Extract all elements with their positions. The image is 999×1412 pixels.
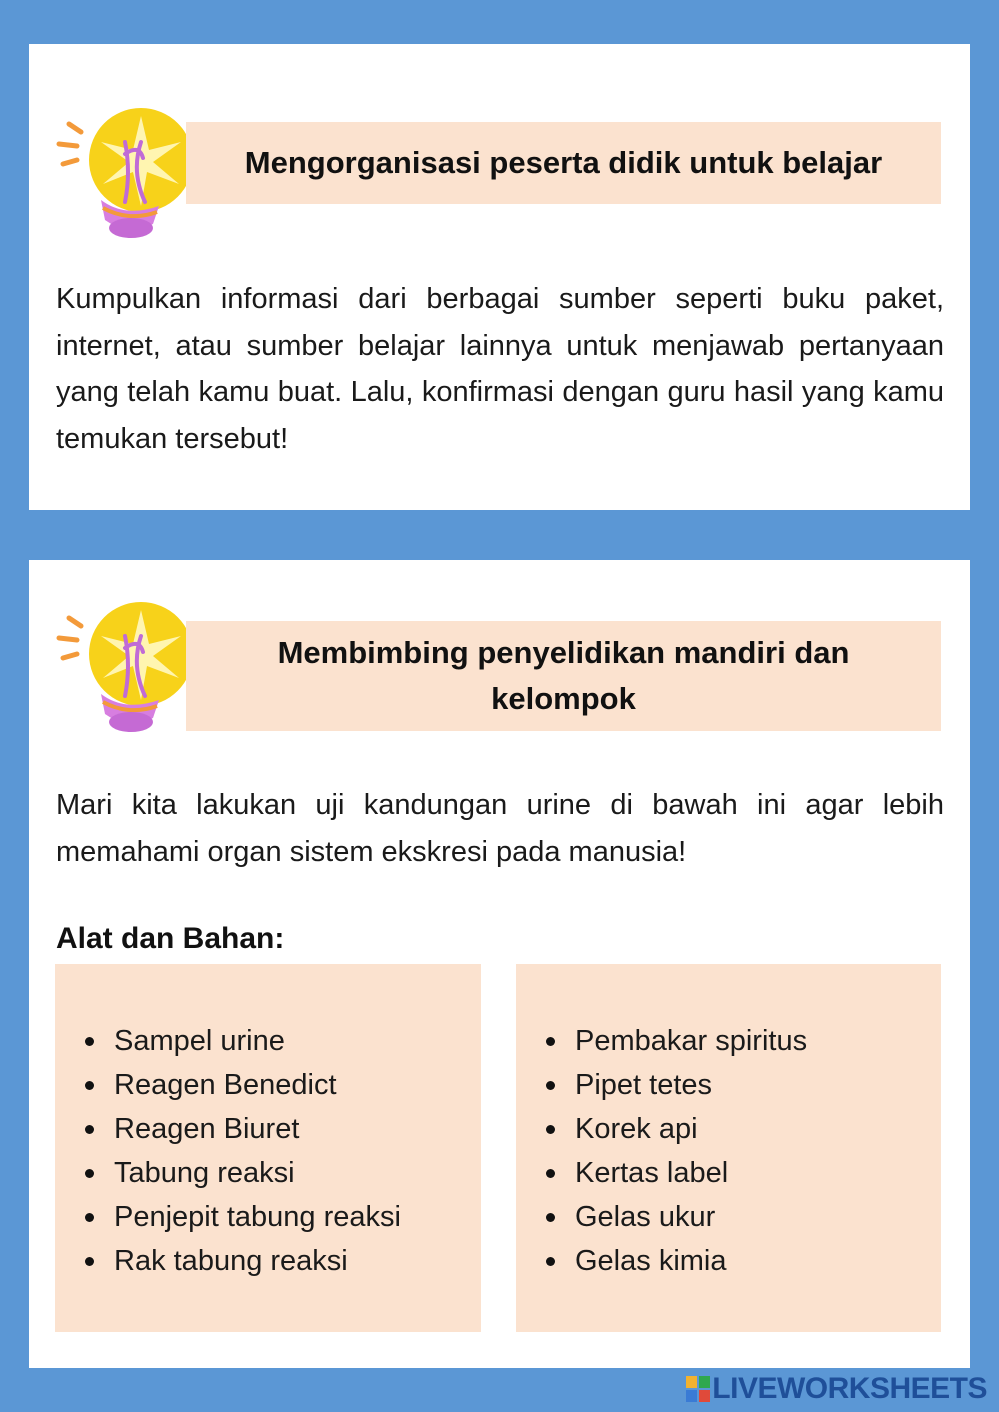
materials-list-right	[516, 964, 941, 1332]
section-paragraph: Kumpulkan informasi dari berbagai sumber seperti buku paket, internet, atau sumber belajar lainnya untuk menjawab pertanyaan yang telah kamu buat. Lalu, konfirmasi dengan guru hasil yang kamu temukan tersebut!	[56, 283, 944, 455]
bullet-icon	[546, 1037, 555, 1046]
bullet-icon	[546, 1257, 555, 1266]
section-title: Mengorganisasi peserta didik untuk belajar	[244, 145, 883, 180]
brand-name: LIVEWORKSHEETS	[712, 1372, 987, 1405]
section-heading-box	[186, 122, 941, 204]
bullet-icon	[546, 1169, 555, 1178]
list-item: Reagen Benedict	[85, 1063, 401, 1107]
list-item: Kertas label	[546, 1151, 807, 1195]
materials-label: Alat dan Bahan:	[56, 922, 285, 955]
list-item: Rak tabung reaksi	[85, 1239, 401, 1283]
list-item: Gelas kimia	[546, 1239, 807, 1283]
lightbulb-icon	[53, 596, 193, 736]
section-card-investigation	[29, 560, 970, 1368]
list-item: Gelas ukur	[546, 1195, 807, 1239]
section-title: Membimbing penyelidikan mandiri dan kelompok	[277, 635, 850, 716]
liveworksheets-logo-icon	[686, 1376, 710, 1402]
bullet-icon	[85, 1213, 94, 1222]
list-item: Pembakar spiritus	[546, 1019, 807, 1063]
list-item: Pipet tetes	[546, 1063, 807, 1107]
list-item: Korek api	[546, 1107, 807, 1151]
section-heading-box	[186, 621, 941, 731]
section-paragraph: Mari kita lakukan uji kandungan urine di bawah ini agar lebih memahami organ sistem ekskresi pada manusia!	[56, 789, 944, 868]
list-item: Tabung reaksi	[85, 1151, 401, 1195]
bullet-icon	[85, 1037, 94, 1046]
list-item: Sampel urine	[85, 1019, 401, 1063]
bullet-icon	[546, 1125, 555, 1134]
bullet-icon	[85, 1169, 94, 1178]
bullet-icon	[85, 1125, 94, 1134]
bullet-icon	[85, 1257, 94, 1266]
list-item: Reagen Biuret	[85, 1107, 401, 1151]
bullet-icon	[546, 1213, 555, 1222]
lightbulb-icon	[53, 102, 193, 242]
liveworksheets-brand[interactable]	[686, 1372, 987, 1406]
materials-list-left	[55, 964, 481, 1332]
bullet-icon	[85, 1081, 94, 1090]
bullet-icon	[546, 1081, 555, 1090]
section-card-organize	[29, 44, 970, 510]
list-item: Penjepit tabung reaksi	[85, 1195, 401, 1239]
